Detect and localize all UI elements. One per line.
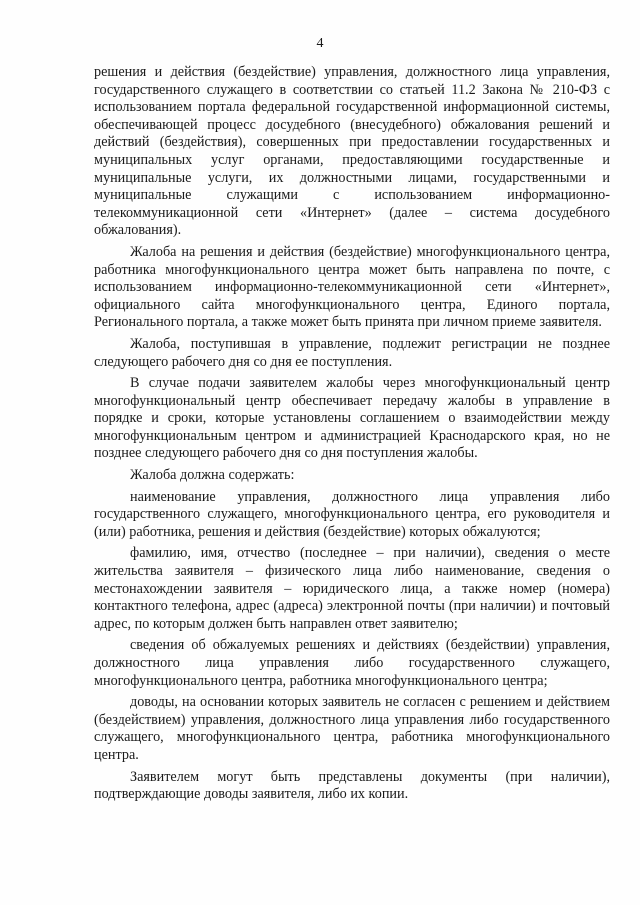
page-number: 4: [316, 36, 324, 51]
document-body: [94, 64, 610, 808]
paragraph: Заявителем могут быть представлены документы (при наличии), подтверждающие доводы заявителя, либо их копии.: [94, 768, 610, 803]
paragraph: решения и действия (бездействие) управления, должностного лица управления, государственного служащего в соответствии со статьей 11.2 Закона № 210-ФЗ с использованием портала федеральной государственной информационной системы, обеспечивающей процесс досудебного (внесудебного) обжалования решений и действий (бездействия), совершенных при предоставлении государственных и муниципальных услуг органами, предоставляющими государственные и муниципальные услуги, их должностными лицами, государственными и муниципальные служащими с использованием информационно-телекоммуникационной сети «Интернет» (далее – система досудебного обжалования).: [94, 64, 610, 239]
paragraph: Жалоба, поступившая в управление, подлежит регистрации не позднее следующего рабочего дня со дня ее поступления.: [94, 335, 610, 370]
paragraph: Жалоба на решения и действия (бездействие) многофункционального центра, работника многофункционального центра может быть направлена по почте, с использованием информационно-телекоммуникационной сети «Интернет», официального сайта многофункционального центра, Единого портала, Регионального портала, а также может быть принята при личном приеме заявителя.: [94, 243, 610, 331]
list-item: наименование управления, должностного лица управления либо государственного служащего, многофункционального центра, его руководителя и (или) работника, решения и действия (бездействие) которых обжалуются;: [94, 488, 610, 540]
list-item: доводы, на основании которых заявитель не согласен с решением и действием (бездействием) управления, должностного лица управления либо государственного служащего, многофункционального центра, работника многофункционального центра.: [94, 694, 610, 763]
list-item: фамилию, имя, отчество (последнее – при наличии), сведения о месте жительства заявителя – физического лица либо наименование, сведения о местонахождении заявителя – юридического лица, а также номер (номера) контактного телефона, адрес (адреса) электронной почты (при наличии) и почтовый адрес, по которым должен быть направлен ответ заявителю;: [94, 545, 610, 632]
paragraph: Жалоба должна содержать:: [130, 467, 295, 484]
paragraph: В случае подачи заявителем жалобы через многофункциональный центр многофункциональный центр обеспечивает передачу жалобы в управление в порядке и сроки, которые установлены соглашением о взаимодействии между многофункциональным центром и администрацией Краснодарского края, но не позднее следующего рабочего дня со дня поступления жалобы.: [94, 375, 610, 462]
list-item: сведения об обжалуемых решениях и действиях (бездействии) управления, должностного лица управления либо государственного служащего, многофункционального центра, работника многофункционального центра;: [94, 637, 610, 689]
